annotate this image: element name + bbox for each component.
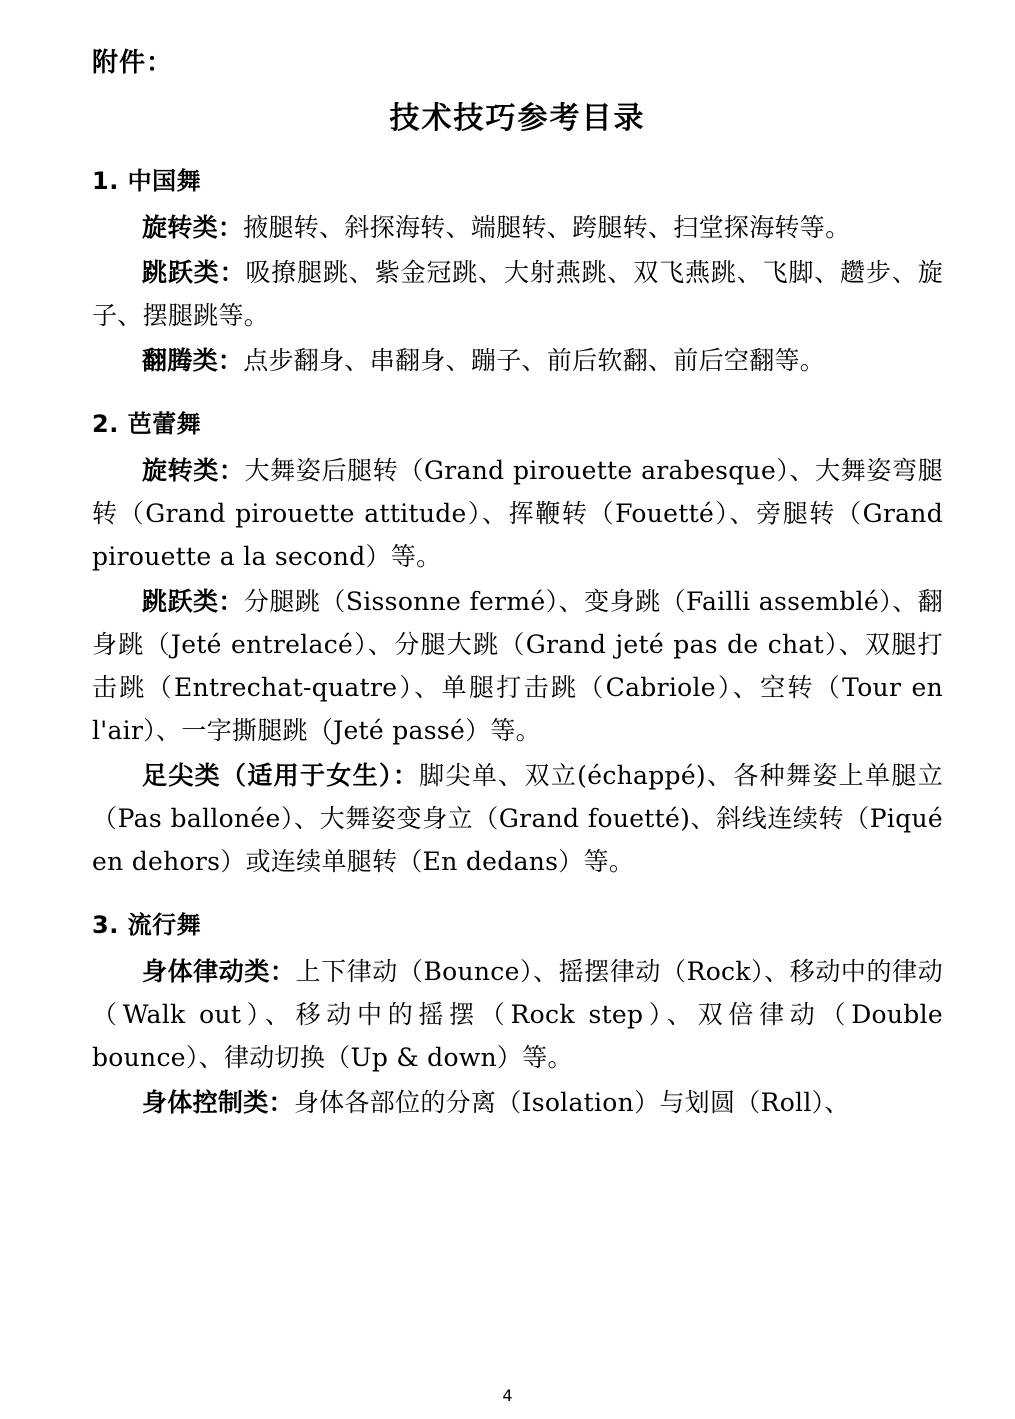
entry-text: 分腿跳（Sissonne fermé）、变身跳（Failli assemblé）、翻身跳（Jeté entrelacé）、分腿大跳（Grand jeté pas de chat）、双腿打击跳（Entrechat-quatre）、单腿打击跳（Cabriole）、空转（Tour en l'air）、一字撕腿跳（Jeté passé）等。 (92, 587, 943, 745)
entry-text: 大舞姿后腿转（Grand pirouette arabesque）、大舞姿弯腿转（Grand pirouette attitude）、挥鞭转（Fouetté）、旁腿转（Grand pirouette a la second）等。 (92, 456, 943, 571)
entry-text: 脚尖单、双立(échappé)、各种舞姿上单腿立（Pas ballonée）、大舞姿变身立（Grand fouetté)、斜线连续转（Piqué en dehors）或连续单腿转（En dedans）等。 (92, 761, 943, 876)
entry-paragraph (92, 339, 943, 382)
entry-text: 身体各部位的分离（Isolation）与划圆（Roll）、 (293, 1088, 850, 1117)
section-heading-3: 3. 流行舞 (92, 911, 202, 939)
entry-label: 跳跃类： (142, 258, 246, 287)
entry-label: 旋转类： (142, 456, 245, 485)
entry-paragraph (92, 1081, 943, 1124)
entry-label: 身体律动类： (142, 957, 296, 986)
entry-text: 吸撩腿跳、紫金冠跳、大射燕跳、双飞燕跳、飞脚、趱步、旋子、摆腿跳等。 (92, 258, 944, 330)
entry-text: 上下律动（Bounce）、摇摆律动（Rock）、移动中的律动（Walk out）、移动中的摇摆（Rock step）、双倍律动（Double bounce）、律动切换（Up & down）等。 (92, 957, 943, 1072)
entry-text: 点步翻身、串翻身、蹦子、前后软翻、前后空翻等。 (243, 346, 826, 375)
entry-paragraph (92, 251, 943, 337)
page-title: 技术技巧参考目录 (389, 101, 646, 136)
section-heading-1: 1. 中国舞 (92, 167, 202, 195)
entry-paragraph (92, 754, 943, 883)
entry-label: 旋转类： (142, 213, 244, 242)
section-heading-2: 2. 芭蕾舞 (92, 410, 202, 438)
entry-paragraph (92, 206, 943, 249)
entry-paragraph (92, 449, 943, 578)
entry-label: 跳跃类： (142, 587, 244, 616)
entry-label: 足尖类（适用于女生）： (142, 761, 420, 790)
page-number: 4 (502, 1386, 513, 1405)
attachment-label: 附件： (92, 48, 174, 78)
entry-label: 翻腾类： (142, 346, 244, 375)
entry-paragraph (92, 580, 943, 752)
entry-text: 掖腿转、斜探海转、端腿转、跨腿转、扫堂探海转等。 (243, 213, 851, 242)
entry-paragraph (92, 950, 943, 1079)
entry-label: 身体控制类： (142, 1088, 294, 1117)
